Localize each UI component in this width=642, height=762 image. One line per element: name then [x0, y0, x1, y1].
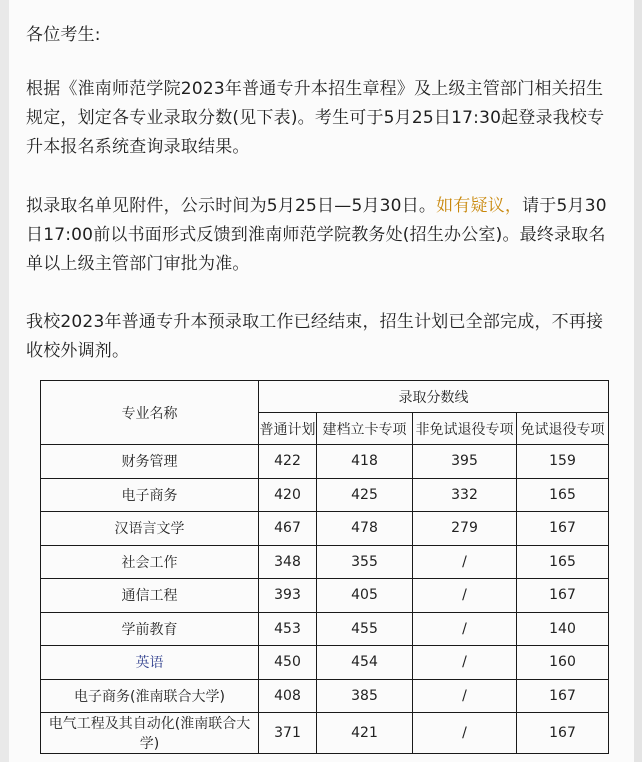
left-edge [0, 0, 9, 762]
greeting: 各位考生: [26, 25, 101, 45]
table-row [41, 445, 609, 479]
publicity-period-text: 拟录取名单见附件，公示时间为5月25日—5月30日。 [26, 196, 437, 216]
major-name: 学前教育 [41, 612, 259, 646]
major-name: 汉语言文学 [41, 512, 259, 546]
score-cell: 348 [259, 545, 317, 579]
header-regular-plan: 普通计划 [259, 413, 317, 445]
score-cell: 454 [317, 646, 413, 680]
header-non-exempt-veteran: 非免试退役专项 [413, 413, 517, 445]
score-cell: 140 [517, 612, 609, 646]
major-name: 社会工作 [41, 545, 259, 579]
table-row [41, 579, 609, 613]
score-cell: 355 [317, 545, 413, 579]
score-cell: 159 [517, 445, 609, 479]
paragraph-completion: 我校2023年普通专升本预录取工作已经结束，招生计划已全部完成，不再接收校外调剂。 [26, 312, 604, 361]
major-name: 电子商务(淮南联合大学) [41, 679, 259, 713]
score-cell: / [413, 679, 517, 713]
score-cell: 393 [259, 579, 317, 613]
score-cell: 478 [317, 512, 413, 546]
paragraph-publicity [26, 192, 616, 279]
paragraph-admission-rules: 根据《淮南师范学院2023年普通专升本招生章程》及上级主管部门相关招生规定，划定各专业录取分数(见下表)。考生可于5月25日17:30起登录我校专升本报名系统查询录取结果。 [26, 79, 605, 157]
admission-score-table [40, 380, 609, 754]
major-name: 电子商务 [41, 478, 259, 512]
header-major: 专业名称 [41, 381, 259, 445]
score-cell: 425 [317, 478, 413, 512]
score-cell: 167 [517, 713, 609, 754]
score-cell: 167 [517, 679, 609, 713]
score-cell: 453 [259, 612, 317, 646]
score-cell: 332 [413, 478, 517, 512]
score-cell: / [413, 713, 517, 754]
table-row [41, 713, 609, 754]
header-score-line: 录取分数线 [259, 381, 609, 413]
header-exempt-veteran: 免试退役专项 [517, 413, 609, 445]
score-cell: 418 [317, 445, 413, 479]
score-cell: 450 [259, 646, 317, 680]
header-poverty-special: 建档立卡专项 [317, 413, 413, 445]
score-cell: 422 [259, 445, 317, 479]
major-name: 财务管理 [41, 445, 259, 479]
score-cell: 371 [259, 713, 317, 754]
feedback-text: 请于5月30日17:00前以书面形式反馈到淮南师范学院教务处(招生办公室)。最终录取名单以上级主管部门审批为准。 [26, 196, 607, 274]
score-cell: / [413, 612, 517, 646]
score-cell: 167 [517, 512, 609, 546]
table-row [41, 646, 609, 680]
score-cell: / [413, 579, 517, 613]
score-cell: 160 [517, 646, 609, 680]
table-row [41, 679, 609, 713]
score-cell: 385 [317, 679, 413, 713]
score-cell: 421 [317, 713, 413, 754]
score-cell: 467 [259, 512, 317, 546]
table-row [41, 545, 609, 579]
score-cell: 395 [413, 445, 517, 479]
score-cell: 279 [413, 512, 517, 546]
table-row [41, 478, 609, 512]
major-name: 电气工程及其自动化(淮南联合大学) [41, 713, 259, 754]
table-row [41, 612, 609, 646]
score-cell: 167 [517, 579, 609, 613]
score-cell: 165 [517, 478, 609, 512]
score-cell: 405 [317, 579, 413, 613]
major-name: 英语 [41, 646, 259, 680]
right-edge [634, 0, 642, 762]
major-name: 通信工程 [41, 579, 259, 613]
score-cell: / [413, 646, 517, 680]
score-cell: 455 [317, 612, 413, 646]
table-row [41, 512, 609, 546]
score-cell: 165 [517, 545, 609, 579]
score-cell: / [413, 545, 517, 579]
score-cell: 420 [259, 478, 317, 512]
objection-text: 如有疑议， [436, 196, 523, 216]
score-cell: 408 [259, 679, 317, 713]
